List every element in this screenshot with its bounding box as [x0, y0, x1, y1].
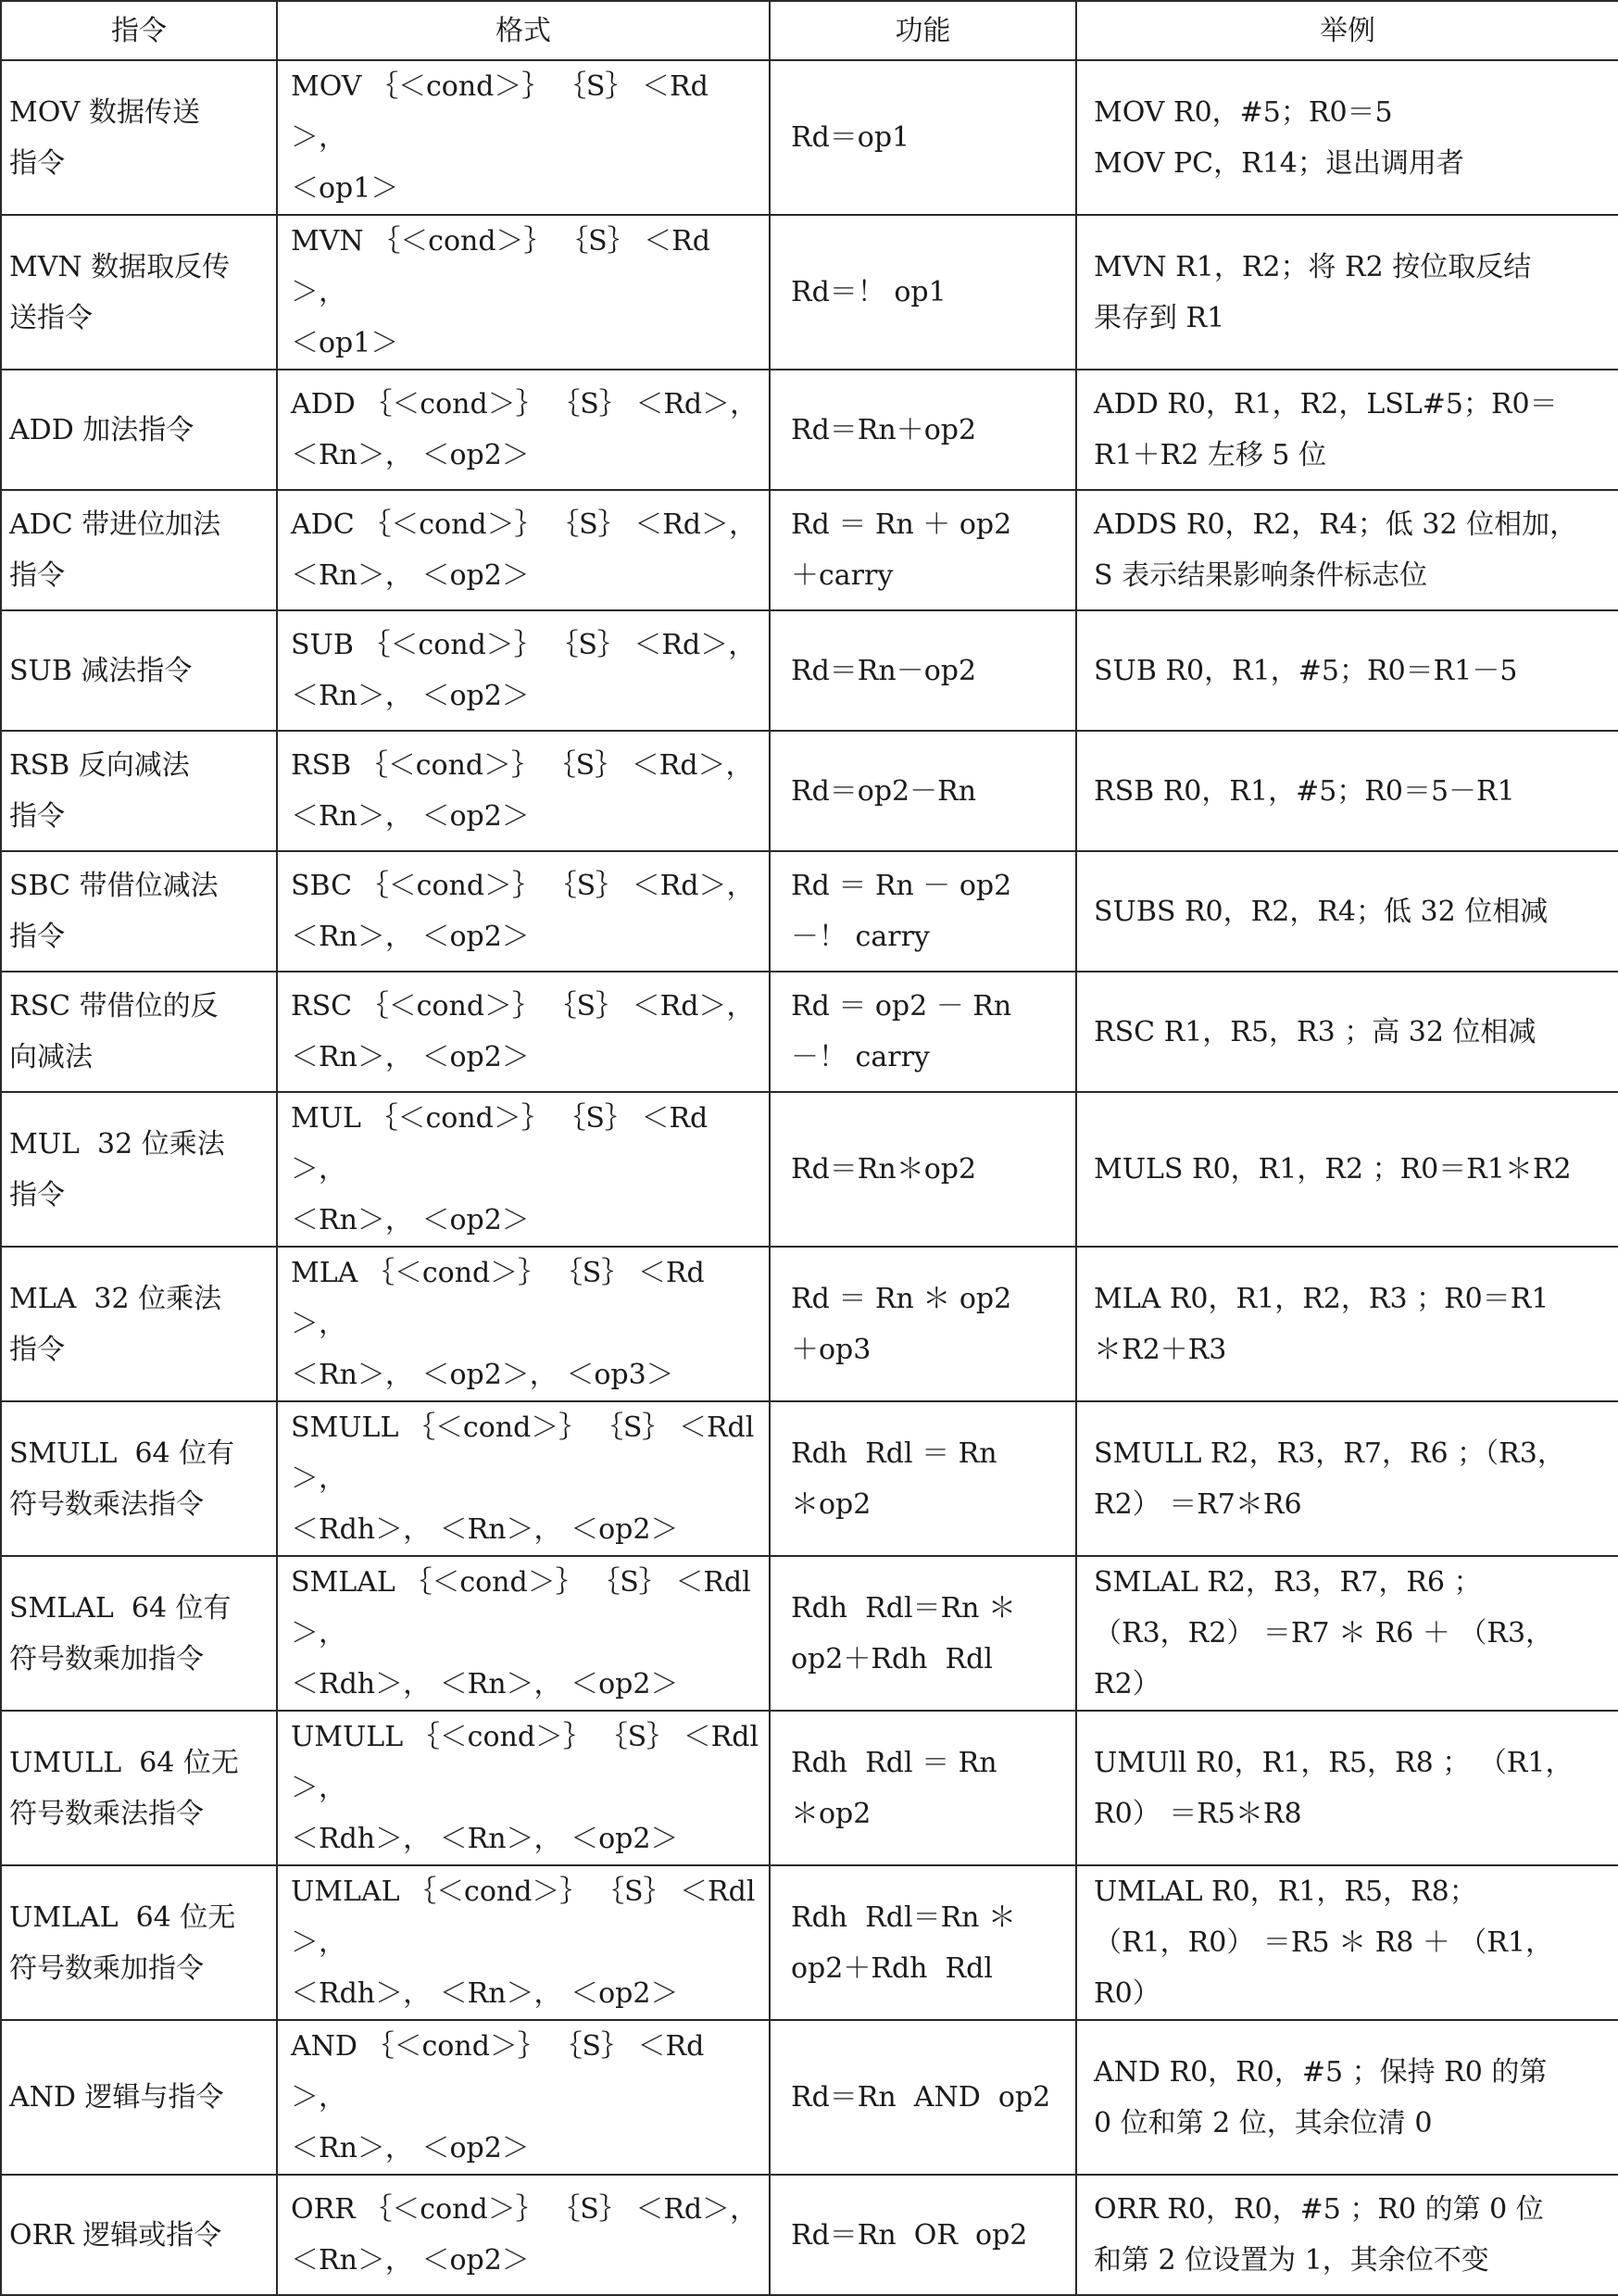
- cell-example-line: 0 位和第 2 位，其余位清 0: [1094, 2106, 1433, 2139]
- cell-instruction-line: SMLAL 64 位有: [9, 1591, 232, 1625]
- cell-instruction: [1, 1247, 277, 1401]
- cell-instruction-line: RSC 带借位的反: [9, 990, 219, 1023]
- cell-function-line: Rdh Rdl ＝ Rn: [791, 1437, 997, 1470]
- cell-instruction: [1, 1556, 277, 1711]
- cell-format-line: UMLAL ｛＜cond＞｝ ｛S｝ ＜Rdl＞，: [291, 1876, 756, 1959]
- cell-format-line: MOV ｛＜cond＞｝ ｛S｝ ＜Rd＞，: [291, 70, 709, 154]
- cell-function-line: Rd＝Rn AND op2: [791, 2081, 1051, 2114]
- cell-function-line: ＋op3: [791, 1333, 872, 1366]
- cell-instruction-line: 指令: [9, 559, 65, 592]
- cell-format-line: ＜Rn＞， ＜op2＞: [291, 680, 530, 712]
- cell-instruction: [1, 1092, 277, 1247]
- cell-function-line: Rdh Rdl＝Rn ＊: [791, 1591, 1017, 1625]
- cell-instruction-line: 符号数乘加指令: [9, 1642, 204, 1675]
- cell-format-line: ＜Rn＞， ＜op2＞: [291, 2132, 530, 2164]
- header-example: 举例: [1076, 1, 1618, 60]
- table-row: [1, 2175, 1618, 2295]
- cell-format-line: ＜Rn＞， ＜op2＞: [291, 559, 530, 592]
- cell-instruction-line: 指令: [9, 800, 65, 833]
- cell-function: [770, 1401, 1076, 1556]
- cell-instruction-line: 指令: [9, 1333, 65, 1366]
- cell-instruction: [1, 370, 277, 490]
- cell-format: [277, 490, 770, 610]
- cell-example-line: R0）: [1094, 1977, 1160, 2010]
- cell-example-line: SMLAL R2，R3，R7，R6 ；: [1094, 1566, 1482, 1599]
- cell-example: [1076, 2020, 1618, 2175]
- cell-example: [1076, 60, 1618, 215]
- cell-example-line: RSB R0，R1，#5；R0＝5－R1: [1094, 774, 1515, 808]
- cell-example: [1076, 731, 1618, 851]
- cell-function: [770, 215, 1076, 370]
- cell-format: [277, 215, 770, 370]
- cell-example-line: （R3，R2） ＝R7 ＊ R6 ＋ （R3，: [1094, 1617, 1554, 1650]
- cell-instruction-line: MLA 32 位乘法: [9, 1282, 222, 1315]
- cell-instruction: [1, 2020, 277, 2175]
- cell-function: [770, 1092, 1076, 1247]
- cell-example-line: MOV PC，R14；退出调用者: [1094, 146, 1464, 180]
- cell-function: [770, 370, 1076, 490]
- table-row: [1, 2020, 1618, 2175]
- cell-format-line: ＜Rn＞， ＜op2＞: [291, 1041, 530, 1073]
- cell-function-line: ＊op2: [791, 1487, 872, 1521]
- cell-instruction-line: ADD 加法指令: [9, 413, 194, 446]
- cell-instruction: [1, 215, 277, 370]
- table-row: [1, 490, 1618, 610]
- cell-instruction: [1, 2175, 277, 2295]
- cell-function: [770, 2175, 1076, 2295]
- cell-example: [1076, 1556, 1618, 1711]
- cell-function: [770, 1556, 1076, 1711]
- cell-example-line: 果存到 R1: [1094, 301, 1225, 334]
- cell-function: [770, 1865, 1076, 2020]
- cell-format-line: MLA ｛＜cond＞｝ ｛S｝ ＜Rd＞，: [291, 1257, 705, 1340]
- cell-format: [277, 1556, 770, 1711]
- cell-format-line: SMLAL ｛＜cond＞｝ ｛S｝ ＜Rdl＞，: [291, 1566, 751, 1650]
- cell-function-line: op2＋Rdh Rdl: [791, 1951, 993, 1985]
- cell-instruction-line: SUB 减法指令: [9, 654, 193, 687]
- cell-function: [770, 2020, 1076, 2175]
- cell-format-line: RSB ｛＜cond＞｝ ｛S｝ ＜Rd＞，: [291, 749, 754, 782]
- table-row: [1, 1711, 1618, 1865]
- cell-instruction-line: 符号数乘加指令: [9, 1951, 204, 1985]
- cell-example: [1076, 1247, 1618, 1401]
- cell-example: [1076, 1401, 1618, 1556]
- cell-format: [277, 851, 770, 972]
- cell-example-line: R1＋R2 左移 5 位: [1094, 439, 1327, 471]
- table-header-row: [1, 1, 1618, 60]
- cell-function: [770, 1247, 1076, 1401]
- cell-format: [277, 370, 770, 490]
- cell-function-line: －！ carry: [791, 1041, 930, 1073]
- cell-instruction-line: UMLAL 64 位无: [9, 1901, 236, 1934]
- cell-instruction: [1, 1711, 277, 1865]
- cell-format-line: UMULL ｛＜cond＞｝ ｛S｝ ＜Rdl＞，: [291, 1721, 759, 1804]
- cell-format-line: ＜Rn＞， ＜op2＞: [291, 921, 530, 953]
- cell-instruction-line: 送指令: [9, 301, 93, 334]
- cell-format: [277, 2175, 770, 2295]
- cell-example: [1076, 972, 1618, 1092]
- cell-function-line: Rd ＝ Rn － op2: [791, 870, 1012, 902]
- table-row: [1, 610, 1618, 731]
- cell-format-line: ＜op1＞: [291, 327, 399, 359]
- cell-format-line: AND ｛＜cond＞｝ ｛S｝ ＜Rd＞，: [291, 2030, 705, 2114]
- cell-instruction: [1, 1401, 277, 1556]
- cell-instruction-line: 向减法: [9, 1041, 93, 1073]
- cell-format-line: ＜Rn＞， ＜op2＞: [291, 800, 530, 833]
- cell-format: [277, 972, 770, 1092]
- cell-example-line: MULS R0，R1，R2 ；R0＝R1＊R2: [1094, 1153, 1572, 1186]
- cell-function: [770, 851, 1076, 972]
- cell-instruction-line: SBC 带借位减法: [9, 870, 219, 902]
- cell-instruction-line: ADC 带进位加法: [9, 508, 221, 541]
- cell-example-line: SUB R0，R1，#5；R0＝R1－5: [1094, 654, 1518, 687]
- cell-instruction-line: UMULL 64 位无: [9, 1746, 239, 1779]
- cell-format: [277, 1247, 770, 1401]
- table-row: [1, 1092, 1618, 1247]
- table-row: [1, 972, 1618, 1092]
- cell-function: [770, 610, 1076, 731]
- cell-example: [1076, 851, 1618, 972]
- cell-format: [277, 2020, 770, 2175]
- cell-function-line: op2＋Rdh Rdl: [791, 1642, 993, 1675]
- cell-format: [277, 60, 770, 215]
- cell-function-line: Rd ＝ Rn ＊ op2: [791, 1282, 1012, 1315]
- cell-instruction-line: RSB 反向减法: [9, 749, 190, 782]
- cell-instruction-line: MOV 数据传送: [9, 95, 200, 129]
- cell-example: [1076, 215, 1618, 370]
- cell-instruction: [1, 731, 277, 851]
- cell-example: [1076, 370, 1618, 490]
- cell-instruction-line: 符号数乘法指令: [9, 1487, 204, 1521]
- cell-instruction: [1, 610, 277, 731]
- table-row: [1, 1247, 1618, 1401]
- cell-instruction: [1, 972, 277, 1092]
- cell-example: [1076, 1711, 1618, 1865]
- cell-format: [277, 731, 770, 851]
- cell-format-line: ＜Rn＞， ＜op2＞: [291, 1204, 530, 1236]
- cell-format: [277, 610, 770, 731]
- cell-example-line: S 表示结果影响条件标志位: [1094, 559, 1428, 592]
- cell-format-line: ＜op1＞: [291, 172, 399, 205]
- cell-instruction-line: AND 逻辑与指令: [9, 2081, 224, 2114]
- cell-instruction-line: 指令: [9, 921, 65, 953]
- cell-function: [770, 731, 1076, 851]
- cell-format: [277, 1092, 770, 1247]
- cell-format-line: SUB ｛＜cond＞｝ ｛S｝ ＜Rd＞，: [291, 629, 757, 661]
- cell-function: [770, 490, 1076, 610]
- cell-example-line: MVN R1，R2；将 R2 按位取反结: [1094, 250, 1532, 283]
- cell-example-line: MOV R0，#5；R0＝5: [1094, 95, 1393, 129]
- cell-format: [277, 1711, 770, 1865]
- cell-function-line: Rdh Rdl ＝ Rn: [791, 1746, 997, 1779]
- cell-format: [277, 1865, 770, 2020]
- cell-format-line: ADC ｛＜cond＞｝ ｛S｝ ＜Rd＞，: [291, 508, 758, 541]
- cell-example: [1076, 490, 1618, 610]
- cell-instruction-line: 指令: [9, 146, 65, 180]
- cell-example-line: SUBS R0，R2，R4；低 32 位相减: [1094, 895, 1549, 928]
- cell-format-line: ＜Rdh＞， ＜Rn＞， ＜op2＞: [291, 1977, 679, 2010]
- cell-instruction: [1, 1865, 277, 2020]
- cell-format-line: ＜Rn＞， ＜op2＞， ＜op3＞: [291, 1359, 674, 1391]
- cell-format-line: MUL ｛＜cond＞｝ ｛S｝ ＜Rd＞，: [291, 1102, 709, 1186]
- cell-function-line: Rd＝Rn＋op2: [791, 413, 977, 446]
- cell-format-line: SMULL ｛＜cond＞｝ ｛S｝ ＜Rdl＞，: [291, 1411, 755, 1495]
- table-row: [1, 215, 1618, 370]
- header-function: 功能: [770, 1, 1076, 60]
- cell-function: [770, 1711, 1076, 1865]
- table-row: [1, 370, 1618, 490]
- cell-function-line: －！ carry: [791, 921, 930, 953]
- cell-format-line: RSC ｛＜cond＞｝ ｛S｝ ＜Rd＞，: [291, 990, 755, 1023]
- table-row: [1, 851, 1618, 972]
- cell-format-line: SBC ｛＜cond＞｝ ｛S｝ ＜Rd＞，: [291, 870, 755, 902]
- cell-format: [277, 1401, 770, 1556]
- cell-example-line: UMUll R0，R1，R5，R8 ； （R1，: [1094, 1746, 1574, 1779]
- cell-function-line: ＊op2: [791, 1797, 872, 1830]
- cell-example-line: R2） ＝R7＊R6: [1094, 1487, 1302, 1521]
- table-body: [1, 60, 1618, 2295]
- cell-format-line: ＜Rdh＞， ＜Rn＞， ＜op2＞: [291, 1668, 679, 1700]
- cell-example-line: RSC R1，R5，R3 ；高 32 位相减: [1094, 1015, 1536, 1048]
- cell-function-line: ＋carry: [791, 559, 894, 592]
- cell-format-line: ORR ｛＜cond＞｝ ｛S｝ ＜Rd＞，: [291, 2193, 759, 2226]
- header-format: 格式: [277, 1, 770, 60]
- header-instruction: 指令: [1, 1, 277, 60]
- cell-function-line: Rd＝Rn OR op2: [791, 2218, 1028, 2252]
- table-row: [1, 1556, 1618, 1711]
- cell-function-line: Rd＝op2－Rn: [791, 774, 977, 808]
- cell-example: [1076, 2175, 1618, 2295]
- cell-example-line: MLA R0，R1，R2，R3 ；R0＝R1: [1094, 1282, 1549, 1315]
- cell-example: [1076, 610, 1618, 731]
- table-row: [1, 60, 1618, 215]
- cell-instruction-line: ORR 逻辑或指令: [9, 2218, 222, 2252]
- cell-format-line: ＜Rdh＞， ＜Rn＞， ＜op2＞: [291, 1823, 679, 1855]
- cell-function: [770, 60, 1076, 215]
- cell-example-line: R0） ＝R5＊R8: [1094, 1797, 1302, 1830]
- cell-format-line: ＜Rdh＞， ＜Rn＞， ＜op2＞: [291, 1513, 679, 1546]
- cell-instruction: [1, 490, 277, 610]
- cell-example-line: ＊R2＋R3: [1094, 1333, 1227, 1366]
- cell-function-line: Rd ＝ Rn ＋ op2: [791, 508, 1012, 541]
- cell-function-line: Rd＝！ op1: [791, 276, 947, 308]
- cell-instruction-line: 指令: [9, 1178, 65, 1211]
- cell-example-line: ORR R0，R0，#5 ；R0 的第 0 位: [1094, 2193, 1544, 2226]
- cell-format-line: ＜Rn＞， ＜op2＞: [291, 439, 530, 471]
- cell-instruction: [1, 60, 277, 215]
- cell-function-line: Rd＝op1: [791, 121, 910, 154]
- cell-example-line: ADD R0，R1，R2，LSL#5；R0＝: [1094, 388, 1558, 420]
- cell-function-line: Rd＝Rn＊op2: [791, 1153, 977, 1186]
- cell-example: [1076, 1092, 1618, 1247]
- cell-format-line: ADD ｛＜cond＞｝ ｛S｝ ＜Rd＞，: [291, 388, 759, 420]
- cell-instruction-line: MUL 32 位乘法: [9, 1127, 225, 1161]
- cell-example-line: AND R0，R0，#5 ；保持 R0 的第: [1094, 2055, 1548, 2089]
- cell-example-line: （R1，R0） ＝R5 ＊ R8 ＋ （R1，: [1094, 1926, 1554, 1959]
- cell-instruction: [1, 851, 277, 972]
- cell-example-line: ADDS R0，R2，R4；低 32 位相加，: [1094, 508, 1578, 541]
- cell-format-line: ＜Rn＞， ＜op2＞: [291, 2244, 530, 2277]
- cell-example-line: UMLAL R0，R1，R5，R8；: [1094, 1876, 1477, 1908]
- cell-instruction-line: SMULL 64 位有: [9, 1437, 235, 1470]
- cell-function-line: Rdh Rdl＝Rn ＊: [791, 1901, 1017, 1934]
- cell-format-line: MVN ｛＜cond＞｝ ｛S｝ ＜Rd＞，: [291, 225, 710, 308]
- cell-example-line: 和第 2 位设置为 1，其余位不变: [1094, 2244, 1489, 2277]
- cell-function: [770, 972, 1076, 1092]
- cell-function-line: Rd＝Rn－op2: [791, 654, 977, 687]
- cell-instruction-line: MVN 数据取反传: [9, 250, 231, 283]
- cell-example-line: R2）: [1094, 1668, 1160, 1700]
- table-row: [1, 1401, 1618, 1556]
- cell-function-line: Rd ＝ op2 － Rn: [791, 990, 1012, 1023]
- cell-example: [1076, 1865, 1618, 2020]
- cell-instruction-line: 符号数乘法指令: [9, 1797, 204, 1830]
- table-row: [1, 731, 1618, 851]
- cell-example-line: SMULL R2，R3，R7，R6 ；（R3，: [1094, 1437, 1565, 1470]
- table-row: [1, 1865, 1618, 2020]
